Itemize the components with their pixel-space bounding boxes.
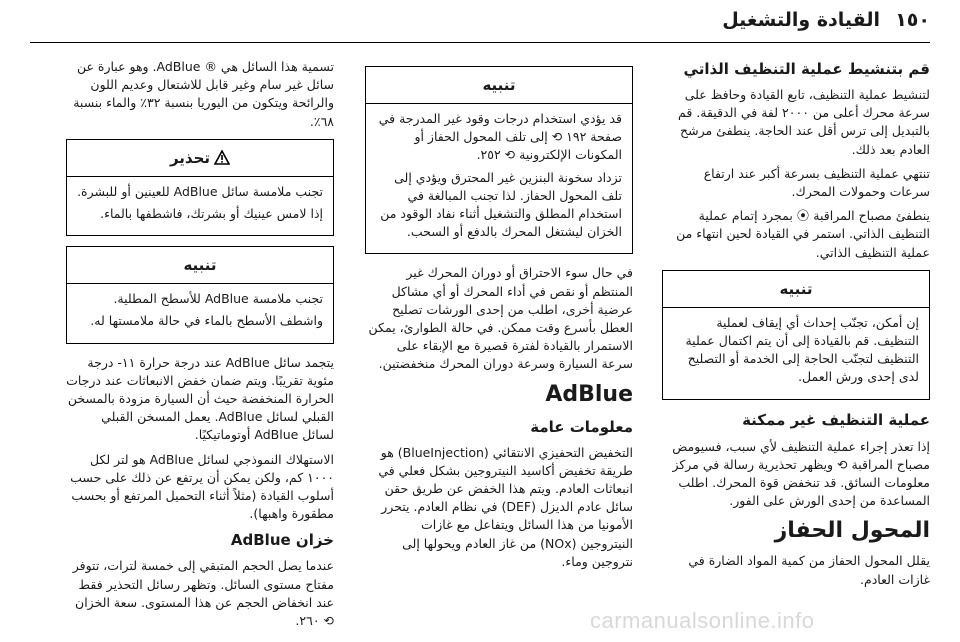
- column-middle: [365, 58, 633, 577]
- paragraph: في حال سوء الاحتراق أو دوران المحرك غير المنتظم أو نقص في أداء المحرك أو أي مشاكل عرضية أخرى، اطلب من إحدى الورشات تصليح العطل بأسرع وقت ممكن. في حالة الطوارئ، يمكن الاستمرار بالقيادة لفترة قصيرة مع الإبقاء على سرعة السيارة وسرعة دوران المحرك منخفضتين.: [368, 265, 633, 372]
- heading-adblue: AdBlue: [545, 381, 633, 407]
- notice-text: تجنب ملامسة AdBlue للأسطح المطلية.: [113, 291, 323, 307]
- heading-catalytic-converter: المحول الحفاز: [774, 518, 930, 544]
- paragraph: تسمية هذا السائل هي ® AdBlue. وهو عبارة عن سائل غير سام وغير قابل للاشتعال وعديم اللون والرائحة ويتكون من اليوريا بنسبة ٣٢٪ والماء بنسبة ٦٨٪.: [73, 59, 334, 129]
- paragraph: إذا تعذر إجراء عملية التنظيف لأي سبب، فسيومض مصباح المراقبة ⟲ ويظهر تحذيرية رسالة في مركز معلومات السائق. قد تنخفض قوة المحرك. اطلب المساعدة من إحدى الورش على الفور.: [672, 438, 930, 509]
- notice-title: تنبيه: [67, 247, 333, 284]
- heading-adblue-tank: خزان AdBlue: [230, 531, 334, 550]
- warning-title-text: تحذير: [169, 148, 211, 167]
- page-number: ١٥٠: [895, 9, 930, 31]
- warning-box: [66, 139, 334, 236]
- paragraph: تنتهي عملية التنظيف بسرعة أكبر عند ارتفاع سرعات وحمولات المحرك.: [703, 165, 930, 200]
- watermark: carmanualsonline.info: [590, 608, 815, 633]
- paragraph: ينطفئ مصباح المراقبة ⦿ بمجرد إتمام عملية التنظيف الذاتي. استمر في القيادة لحين انتهاء من عملية التنظيف الذاتي.: [676, 208, 930, 260]
- warning-text: إذا لامس عينيك أو بشرتك، فاشطفها بالماء.: [100, 206, 323, 222]
- notice-title: تنبيه: [663, 271, 929, 308]
- paragraph: التخفيض التحفيزي الانتقائي (BlueInjection) هو طريقة تخفيض أكاسيد النيتروجين بشكل فعلي في انبعاثات العادم. ويتم هذا الخفض عن طريق حقن سائل عادم الديزل (DEF) في نظام العادم. يتحرر الأمونيا من هذا السائل ويتفاعل مع غازات النيتروجين (NOx) من غاز العادم ويحولها إلى نتروجين وماء.: [378, 444, 633, 569]
- warning-triangle-icon: [214, 142, 230, 178]
- heading-general-info: معلومات عامة: [530, 417, 633, 436]
- page-header: [0, 0, 960, 46]
- heading-self-cleaning: قم بتنشيط عملية التنظيف الذاتي: [683, 60, 930, 78]
- notice-text: إن أمكن، تجنّب إحداث أي إيقاف لعملية التنظيف. قم بالقيادة إلى أن يتم اكتمال عملية التنظيف لتجنّب الحاجة إلى الخدمة أو التصليح لدى إحدى ورش العمل.: [685, 314, 919, 385]
- paragraph: الاستهلاك النموذجي لسائل AdBlue هو لتر لكل ١٠٠٠ كم، ولكن يمكن أن يرتفع عن ذلك على حسب أسلوب القيادة (مثلاً أثناء التحميل المرتفع أو بحسب مطقورة واهبها).: [70, 451, 334, 522]
- column-right: [662, 58, 930, 595]
- notice-title: تنبيه: [366, 67, 632, 104]
- warning-text: تجنب ملامسة سائل AdBlue للعينين أو للبشرة.: [77, 183, 323, 199]
- paragraph: عندما يصل الحجم المتبقي إلى خمسة لترات، تتوفر مفتاح مستوى السائل. وتظهر رسائل التحذير فقط عند انخفاض الحجم عن هذا المستوى. سعة الخزان ⟲ ٢٦٠.: [72, 558, 334, 629]
- page-title: القيادة والتشغيل: [722, 9, 880, 31]
- column-left: [66, 58, 334, 636]
- paragraph: لتنشيط عملية التنظيف، تابع القيادة وحافظ على سرعة محرك أعلى من ٢٠٠٠ لفة في الدقيقة. قم بالتبديل إلى ترس أقل عند الحاجة. ينطفئ مرشح العادم بعد ذلك.: [678, 87, 930, 157]
- notice-text: تزداد سخونة البنزين غير المحترق ويؤدي إلى تلف المحول الحفاز. لذا تجنب المبالغة في استخدام المطلق والتشغيل أثناء نفاد الوقود من الخزان ليشتغل المحرك بالدفع أو السحب.: [380, 169, 622, 240]
- heading-cleaning-not-possible: عملية التنظيف غير ممكنة: [742, 410, 930, 429]
- notice-box: [365, 66, 633, 254]
- paragraph: يتجمد سائل AdBlue عند درجة حرارة ١١- درجة مئوية تقريبًا. ويتم ضمان خفض الانبعاثات عند درجات الحرارة المنخفضة حيث أن السيارة مزودة بالمسخن القبلي لسائل AdBlue. يعمل المسخن القبلي لسائل AdBlue أوتوماتيكيًا.: [66, 354, 334, 443]
- header-rule: [30, 42, 930, 43]
- paragraph: يقلل المحول الحفاز من كمية المواد الضارة في غازات العادم.: [688, 553, 930, 587]
- notice-text: واشطف الأسطح بالماء في حالة ملامستها له.: [90, 313, 323, 329]
- notice-box: [662, 270, 930, 400]
- warning-title: [67, 140, 333, 177]
- notice-text: قد يؤدي استخدام درجات وقود غير المدرجة في صفحة ١٩٢ ⟲ إلى تلف المحول الحفاز أو المكونات الإلكترونية ⟲ ٢٥٢.: [378, 111, 622, 163]
- notice-box: [66, 246, 334, 343]
